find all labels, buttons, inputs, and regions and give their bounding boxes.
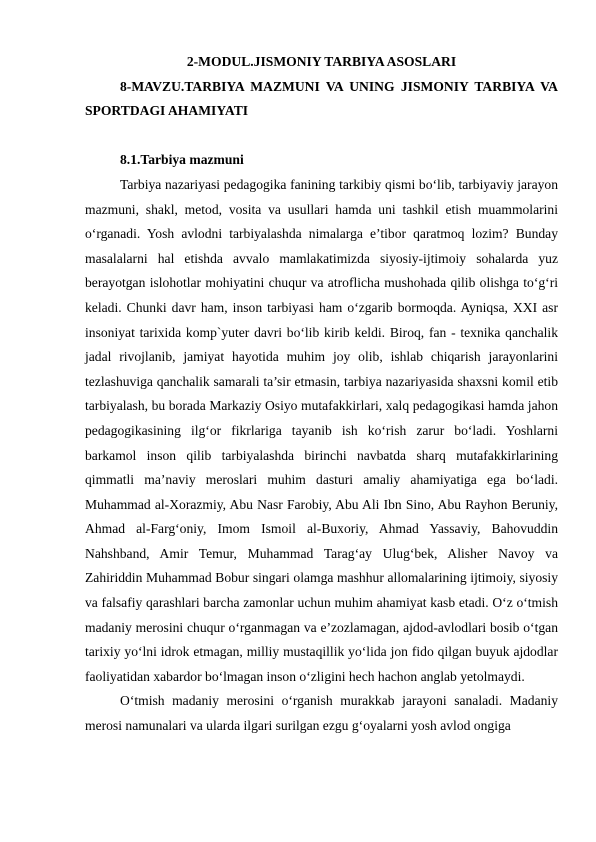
module-title: 2-MODUL.JISMONIY TARBIYA ASOSLARI: [186, 54, 457, 69]
paragraph: O‘tmish madaniy merosini o‘rganish murakkab jarayoni sanaladi. Madaniy merosi namunalari va ularda ilgari surilgan ezgu g‘oyalarni yosh avlod ongiga: [85, 693, 558, 734]
blank-line: [85, 124, 558, 149]
topic-title: 8-MAVZU.TARBIYA MAZMUNI VA UNING JISMONIY TARBIYA VA SPORTDAGI AHAMIYATI: [85, 78, 558, 119]
section-title: 8.1.Tarbiya mazmuni: [120, 152, 244, 168]
document-body: [85, 50, 558, 739]
paragraph: Tarbiya nazariyasi pedagogika fanining tarkibiy qismi bo‘lib, tarbiyaviy jarayon mazmuni, shakl, metod, vosita va usullari hamda uni tashkil etish muammolarini o‘rganadi. Yosh avlodni tarbiyalashda nimalarga e’tibor qaratmoq lozim? Bunday masalalarni hal etishda avvalo mamlakatimizda siyosiy-ijtimoiy sohalarda yuz berayotgan islohotlar mohiyatini chuqur va atroflicha mushohada qilib olishga to‘g‘ri keladi. Chunki davr ham, inson tarbiyasi ham o‘zgarib bormoqda. Ayniqsa, XXI asr insoniyat tarixida komp`yuter davri bo‘lib kirib keldi. Biroq, fan - texnika qanchalik jadal rivojlanib, jamiyat hayotida muhim joy olib, ishlab chiqarish jarayonlarini tezlashuviga qanchalik samarali ta’sir etmasin, tarbiya nazariyasida shaxsni komil etib tarbiyalash, bu borada Markaziy Osiyo mutafakkirlari, xalq pedagogikasi hamda jahon pedagogikasining ilg‘or fikrlariga tayanib ish ko‘rish zarur bo‘ladi. Yoshlarni barkamol inson qilib tarbiyalashda birinchi navbatda sharq mutafakkirlarining qimmatli ma’naviy meroslari muhim dasturi amaliy ahamiyatiga ega bo‘ladi. Muhammad al-Xorazmiy, Abu Nasr Farobiy, Abu Ali Ibn Sino, Abu Rayhon Beruniy, Ahmad al-Farg‘oniy, Imom Ismoil al-Buxoriy, Ahmad Yassaviy, Bahovuddin Nahshband, Amir Temur, Muhammad Tarag‘ay Ulug‘bek, Alisher Navoy va Zahiriddin Muhammad Bobur singari olamga mashhur allomalarining ijtimoiy, siyosiy va falsafiy qarashlari barcha zamonlar uchun muhim ahamiyat kasb etadi. O‘z o‘tmish madaniy merosini chuqur o‘rganmagan va e’zozlamagan, ajdod-avlodlari bosib o‘tgan tarixiy yo‘lni idrok etmagan, milliy mustaqillik yo‘lida jon fido qilgan buyuk ajdodlar faoliyatidan xabardor bo‘lmagan inson o‘zligini hech hachon anglab yetolmaydi.: [85, 176, 558, 684]
